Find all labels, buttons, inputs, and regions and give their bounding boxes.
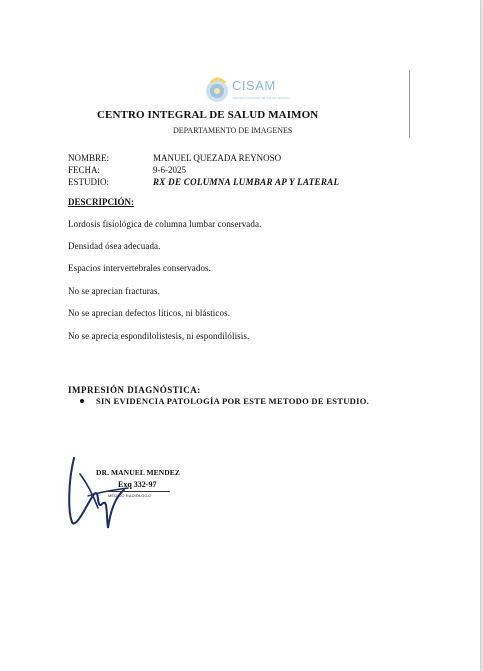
impression-text: SIN EVIDENCIA PATOLOGÍA POR ESTE METODO DE ESTUDIO. [96, 396, 370, 406]
finding-line: Espacios intervertebrales conservados. [68, 263, 211, 273]
name-label: NOMBRE: [68, 153, 110, 163]
study-row [68, 176, 339, 188]
date-row [68, 164, 339, 176]
department-title: DEPARTAMENTO DE IMAGENES [173, 126, 293, 135]
exequatur: Exq 332-97 [118, 480, 157, 489]
handwritten-signature-icon [66, 452, 146, 532]
finding-line: Lordosis fisiológica de columna lumbar conservada. [68, 219, 262, 229]
institution-title: CENTRO INTEGRAL DE SALUD MAIMON [97, 109, 319, 121]
name-row [68, 152, 339, 164]
finding-line: No se aprecian fracturas. [68, 286, 160, 296]
page-margin-marker [409, 70, 410, 138]
logo-subtext: CENTRO INTEGRAL DE SALUD MAIMON [232, 96, 290, 100]
doctor-name: DR. MANUEL MENDEZ [96, 468, 180, 477]
impression-heading: IMPRESIÓN DIAGNÓSTICA: [68, 385, 201, 395]
patient-info [68, 152, 339, 188]
study-label: ESTUDIO: [68, 177, 109, 187]
name-value: MANUEL QUEZADA REYNOSO [153, 153, 282, 163]
finding-line: No se aprecia espondilolistesis, ni espondilólisis. [68, 331, 250, 341]
finding-line: Densidad ósea adecuada. [68, 241, 161, 251]
bullet-icon [80, 399, 84, 403]
logo-text: CISAM [232, 78, 276, 93]
date-label: FECHA: [68, 165, 101, 175]
description-heading: DESCRIPCIÓN: [68, 197, 135, 207]
study-value: RX DE COLUMNA LUMBAR AP Y LATERAL [153, 177, 340, 187]
doctor-role: MÉDICO RADIÓLOGO [108, 493, 151, 498]
impression-item [80, 396, 369, 406]
finding-line: No se aprecian defectos líticos, ni blásticos. [68, 308, 231, 318]
date-value: 9-6-2025 [153, 165, 186, 175]
signature-line [104, 491, 170, 492]
